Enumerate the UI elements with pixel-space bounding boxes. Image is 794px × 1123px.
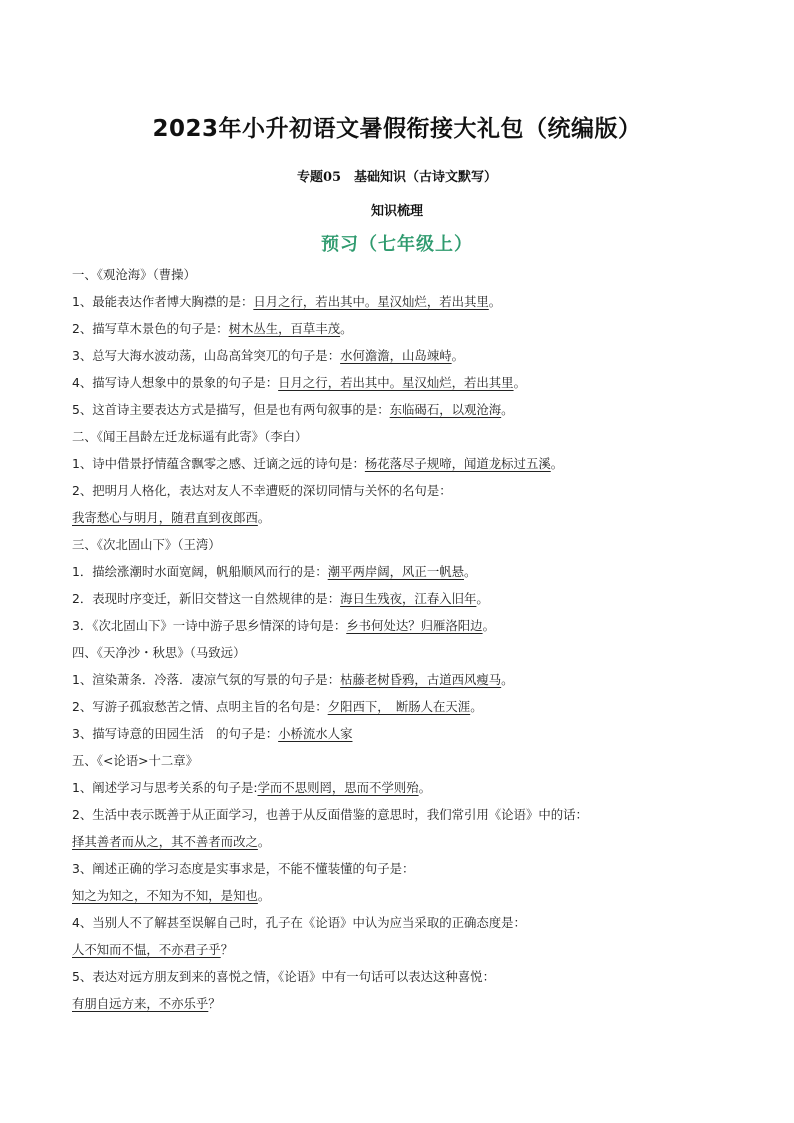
answer-text: 人不知而不愠，不亦君子乎: [72, 942, 221, 957]
question-text: 2、写游子孤寂愁苦之情、点明主旨的名句是：: [72, 699, 328, 714]
question-text: 5、表达对远方朋友到来的喜悦之情，《论语》中有一句话可以表达这种喜悦：: [72, 969, 495, 984]
question-text: 2、描写草木景色的句子是：: [72, 321, 229, 336]
answer-text: 海日生残夜，江春入旧年: [340, 591, 477, 606]
trailing-punctuation: 。: [501, 402, 514, 417]
trailing-punctuation: ？: [220, 942, 234, 957]
question-text: 1、诗中借景抒情蕴含飘零之感、迁谪之远的诗句是：: [72, 456, 365, 471]
text-line: [72, 936, 732, 963]
question-text: 4、描写诗人想象中的景象的句子是：: [72, 375, 279, 390]
answer-text: 学而不思则罔，思而不学则殆: [257, 780, 419, 795]
text-line: [72, 612, 732, 639]
text-line: [72, 882, 732, 909]
text-line: [72, 639, 732, 666]
answer-text: 杨花落尽子规啼，闻道龙标过五溪: [364, 456, 551, 471]
answer-text: 树木丛生，百草丰茂: [228, 321, 341, 336]
answer-text: 日月之行，若出其中。星汉灿烂，若出其里: [253, 294, 489, 309]
question-text: 一、《观沧海》（曹操）: [72, 267, 196, 282]
trailing-punctuation: 。: [257, 888, 271, 903]
question-text: 3、总写大海水波动荡，山岛高耸突兀的句子是：: [72, 348, 341, 363]
answer-text: 东临碣石，以观沧海: [389, 402, 502, 417]
question-text: 1、最能表达作者博大胸襟的是：: [72, 294, 254, 309]
text-line: [72, 909, 732, 936]
text-line: [72, 693, 732, 720]
question-text: 3．《次北固山下》一诗中游子思乡情深的诗句是：: [72, 618, 347, 633]
question-text: 1、阐述学习与思考关系的句子是:: [72, 780, 258, 795]
trailing-punctuation: 。: [488, 294, 502, 309]
answer-text: 乡书何处达？归雁洛阳边: [346, 618, 483, 633]
trailing-punctuation: 。: [470, 699, 483, 714]
trailing-punctuation: 。: [464, 564, 477, 579]
section-subtitle: 知识梳理: [370, 204, 423, 219]
text-line: [72, 342, 732, 369]
answer-text: 我寄愁心与明月，随君直到夜郎西: [72, 510, 258, 525]
text-line: [72, 531, 732, 558]
grade-section-heading: 预习（七年级上）: [321, 234, 473, 255]
text-line: [72, 288, 732, 315]
question-text: 5、这首诗主要表达方式是描写，但是也有两句叙事的是：: [72, 402, 390, 417]
text-line: [72, 369, 732, 396]
answer-text: 潮平两岸阔，风正一帆悬: [327, 564, 464, 579]
trailing-punctuation: 。: [482, 618, 495, 633]
answer-text: 水何澹澹，山岛竦峙: [340, 348, 452, 363]
text-line: [72, 801, 732, 828]
question-text: 4、当别人不了解甚至误解自己时，孔子在《论语》中认为应当采取的正确态度是：: [72, 915, 526, 930]
text-line: [72, 990, 732, 1017]
answer-text: 有朋自远方来，不亦乐乎: [72, 996, 209, 1011]
trailing-punctuation: 。: [340, 321, 353, 336]
text-line: [72, 747, 732, 774]
answer-text: 枯藤老树昏鸦，古道西风瘦马: [340, 672, 502, 687]
document-body: [72, 261, 732, 1017]
trailing-punctuation: 。: [257, 510, 271, 525]
text-line: [72, 315, 732, 342]
document-title: 2023年小升初语文暑假衔接大礼包（统编版）: [152, 116, 642, 142]
text-line: [72, 828, 732, 855]
text-line: [72, 504, 732, 531]
question-text: 二、《闻王昌龄左迁龙标遥有此寄》（李白）: [72, 429, 308, 444]
topic-subtitle: 专题05 基础知识（古诗文默写）: [296, 170, 498, 185]
trailing-punctuation: ？: [208, 996, 221, 1011]
answer-text: 知之为知之，不知为不知，是知也: [72, 888, 258, 903]
trailing-punctuation: 。: [501, 672, 514, 687]
text-line: [72, 720, 732, 747]
question-text: 五、《<论语>十二章》: [72, 753, 199, 768]
answer-text: 小桥流水人家: [278, 726, 353, 741]
question-text: 2、把明月人格化，表达对友人不幸遭贬的深切同情与关怀的名句是：: [72, 483, 452, 498]
question-text: 3、描写诗意的田园生活 的句子是：: [72, 726, 279, 741]
trailing-punctuation: 。: [257, 834, 271, 849]
text-line: [72, 477, 732, 504]
question-text: 1、渲染萧条．冷落．凄凉气氛的写景的句子是：: [72, 672, 341, 687]
answer-text: 择其善者而从之，其不善者而改之: [72, 834, 258, 849]
text-line: [72, 261, 732, 288]
trailing-punctuation: 。: [418, 780, 431, 795]
text-line: [72, 963, 732, 990]
text-line: [72, 585, 732, 612]
trailing-punctuation: 。: [513, 375, 526, 390]
text-line: [72, 666, 732, 693]
question-text: 四、《天净沙・秋思》（马致远）: [72, 645, 246, 660]
trailing-punctuation: 。: [550, 456, 564, 471]
question-text: 3、阐述正确的学习态度是实事求是，不能不懂装懂的句子是：: [72, 861, 415, 876]
answer-text: 日月之行，若出其中。星汉灿烂，若出其里: [278, 375, 514, 390]
question-text: 2．表现时序变迁，新旧交替这一自然规律的是：: [72, 591, 341, 606]
question-text: 2、生活中表示既善于从正面学习，也善于从反面借鉴的意思时，我们常引用《论语》中的话：: [72, 807, 588, 822]
text-line: [72, 423, 732, 450]
trailing-punctuation: 。: [451, 348, 464, 363]
text-line: [72, 450, 732, 477]
text-line: [72, 855, 732, 882]
question-text: 三、《次北固山下》（王湾）: [72, 537, 221, 552]
question-text: 1．描绘涨潮时水面宽阔，帆船顺风而行的是：: [72, 564, 328, 579]
text-line: [72, 774, 732, 801]
answer-text: 夕阳西下， 断肠人在天涯: [327, 699, 471, 714]
text-line: [72, 558, 732, 585]
trailing-punctuation: 。: [476, 591, 489, 606]
text-line: [72, 396, 732, 423]
